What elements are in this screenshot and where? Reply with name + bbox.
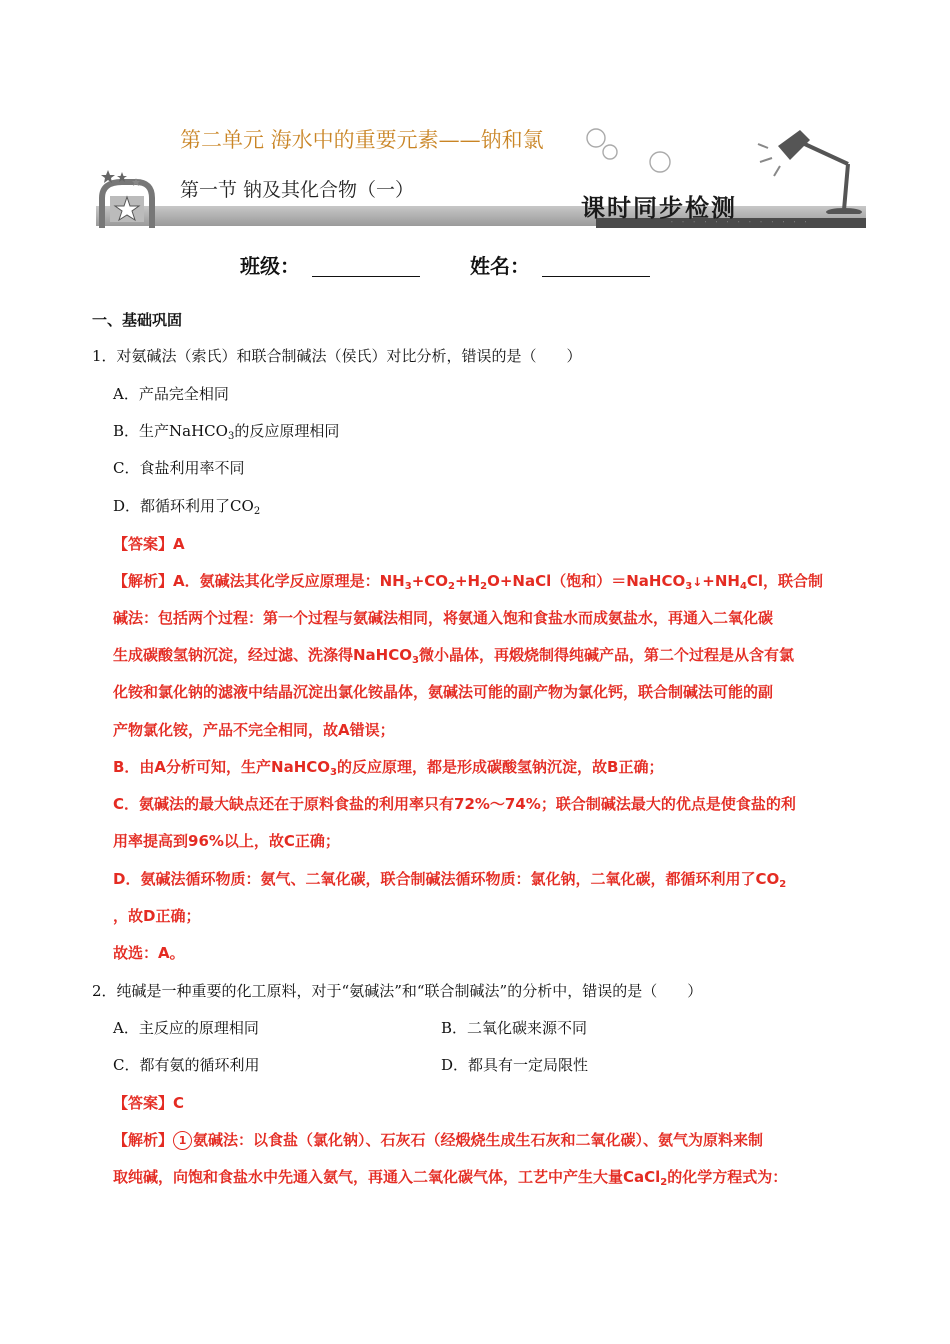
q1-option-c: C．食盐利用率不同 xyxy=(113,459,245,477)
circled-number-icon: 1 xyxy=(173,1131,192,1150)
q1-explanation-line: 故选：A。 xyxy=(113,944,185,962)
q1-option-b: B．生产NaHCO$_3$的反应原理相同 xyxy=(113,422,340,442)
q2-option-d: D．都具有一定局限性 xyxy=(441,1056,589,1074)
bubbles-icon xyxy=(576,118,686,178)
q1-explanation-line: 碱法：包括两个过程：第一个过程与氨碱法相同，将氨通入饱和食盐水而成氨盐水，再通入二氧化碳 xyxy=(113,609,774,627)
name-label: 姓名： xyxy=(470,254,530,278)
q2-option-b: B．二氧化碳来源不同 xyxy=(441,1019,588,1037)
q1-answer: 【答案】A xyxy=(113,535,185,553)
q1-explanation-line: 产物氯化铵，产品不完全相同，故A错误； xyxy=(113,721,395,739)
q2-explanation-line: 取纯碱，向饱和食盐水中先通入氨气，再通入二氧化碳气体，工艺中产生大量CaCl$_2$的化学方程式为： xyxy=(113,1168,788,1188)
q1-explanation-line: C．氨碱法的最大缺点还在于原料食盐的利用率只有72%～74%；联合制碱法最大的优点是使食盐的利 xyxy=(113,795,796,813)
class-blank[interactable] xyxy=(312,258,420,277)
q2-option-a: A．主反应的原理相同 xyxy=(113,1019,259,1037)
q1-explanation-line: 化铵和氯化钠的滤液中结晶沉淀出氯化铵晶体，氨碱法可能的副产物为氯化钙，联合制碱法可能的副 xyxy=(113,683,774,701)
q2-explanation-line: 【解析】 1 氨碱法：以食盐（氯化钠）、石灰石（经煅烧生成生石灰和二氧化碳）、氨气为原料来制 xyxy=(113,1131,764,1149)
q1-stem: 1．对氨碱法（索氏）和联合制碱法（侯氏）对比分析，错误的是（ ） xyxy=(92,347,582,365)
q1-explanation-line: D．氨碱法循环物质：氨气、二氧化碳，联合制碱法循环物质：氯化钠，二氧化碳，都循环利用了$CO_2$ xyxy=(113,870,787,890)
name-field xyxy=(470,250,650,279)
banner-label: 课时同步检测 xyxy=(581,193,737,222)
q2-option-c: C．都有氨的循环利用 xyxy=(113,1056,260,1074)
q1-explanation-line: ，故D正确； xyxy=(113,907,201,925)
class-field xyxy=(240,250,420,279)
class-label: 班级： xyxy=(240,254,300,278)
q2-answer: 【答案】C xyxy=(113,1094,185,1112)
banner-ticks: ᐧ ᐧ ᐧ ᐧ ᐧ ᐧ ᐧ ᐧ ᐧ ᐧ ᐧ ᐧ ᐧ xyxy=(671,219,810,226)
star-badge-icon xyxy=(96,170,158,228)
header-banner xyxy=(96,118,866,238)
section-title: 第一节 钠及其化合物（一） xyxy=(180,179,415,201)
q1-option-a: A．产品完全相同 xyxy=(113,385,229,403)
q1-explanation-line: B．由A分析可知，生产NaHCO$_3$的反应原理，都是形成碳酸氢钠沉淀，故B正确； xyxy=(113,758,664,778)
q1-option-d: D．都循环利用了$CO_2$ xyxy=(113,497,261,517)
q2-stem: 2．纯碱是一种重要的化工原料，对于“氨碱法”和“联合制碱法”的分析中，错误的是（ ） xyxy=(92,982,703,1000)
section-heading: 一、基础巩固 xyxy=(92,311,183,329)
desk-lamp-icon xyxy=(744,118,864,214)
q1-explanation-line: 用率提高到96%以上，故C正确； xyxy=(113,832,340,850)
unit-title: 第二单元 海水中的重要元素——钠和氯 xyxy=(180,128,544,152)
q1-explanation-line: 【解析】A．氨碱法其化学反应原理是：$NH_3+CO_2+H_2O+NaCl$（饱和）$=NaHCO_3↓+NH_4Cl$，联合制 xyxy=(113,572,824,592)
name-blank[interactable] xyxy=(542,258,650,277)
q1-explanation-line: 生成碳酸氢钠沉淀，经过滤、洗涤得NaHCO$_3$微小晶体，再煅烧制得纯碱产品，第二个过程是从含有氯 xyxy=(113,646,794,666)
